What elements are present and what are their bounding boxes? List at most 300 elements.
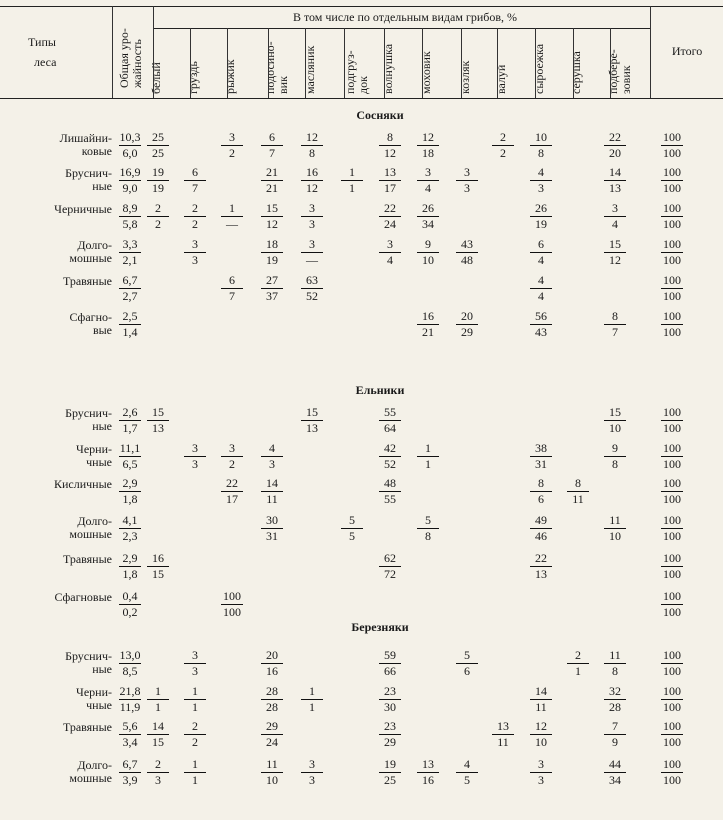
species-fraction [443,758,491,787]
header-column-divider [268,28,269,98]
fraction-numerator: 14 [152,719,164,733]
species-fraction [517,166,565,195]
fraction-numerator: 20 [266,648,278,662]
fraction-numerator: 28 [266,684,278,698]
fraction-numerator: 3 [309,237,315,251]
fraction-numerator: 6 [192,165,198,179]
fraction-numerator: 5 [464,648,470,662]
forest-type-label: Долго- мошные [69,758,112,785]
fraction-denominator: — [306,253,318,267]
species-header: сыроежка [532,43,546,94]
fraction-numerator: 11,1 [119,441,141,455]
fraction-denominator: 37 [266,289,278,303]
fraction-denominator: 5 [349,529,355,543]
fraction-numerator: 15 [609,405,621,419]
fraction-denominator: 7 [269,146,275,160]
species-fraction [443,238,491,267]
species-fraction [171,758,219,787]
fraction-numerator: 0,4 [122,589,138,603]
fraction-denominator: 8 [612,457,618,471]
fraction-denominator: 1 [349,181,355,195]
header-top-rule [0,6,723,7]
fraction-denominator: 100 [663,492,681,506]
yield-fraction [106,238,154,267]
species-fraction [288,685,336,714]
fraction-denominator: 8 [612,664,618,678]
types-header: Типы леса [28,35,57,69]
species-fraction [404,202,452,231]
header-column-divider [190,28,191,98]
fraction-denominator: 4 [538,289,544,303]
fraction-numerator: 43 [461,237,473,251]
fraction-numerator: 2,9 [122,551,138,565]
fraction-denominator: 31 [266,529,278,543]
fraction-denominator: 100 [663,735,681,749]
fraction-numerator: 59 [384,648,396,662]
fraction-denominator: 9 [612,735,618,749]
fraction-numerator: 100 [663,648,681,662]
total-fraction [648,685,696,714]
header-column-divider [112,6,113,98]
total-fraction [648,274,696,303]
yield-fraction [106,442,154,471]
fraction-numerator: 6 [269,130,275,144]
fraction-numerator: 100 [663,273,681,287]
fraction-numerator: 2 [500,130,506,144]
fraction-numerator: 3 [425,165,431,179]
fraction-denominator: 16 [266,664,278,678]
fraction-denominator: 100 [663,773,681,787]
fraction-numerator: 6 [229,273,235,287]
total-header: Итого [671,44,703,58]
species-fraction [591,685,639,714]
fraction-denominator: 1,8 [122,567,138,581]
fraction-numerator: 4,1 [122,513,138,527]
section-title: Сосняки [356,108,404,122]
fraction-denominator: 3,9 [122,773,138,787]
fraction-numerator: 6,7 [122,273,138,287]
fraction-numerator: 11 [266,757,278,771]
fraction-denominator: 8 [309,146,315,160]
species-fraction [591,406,639,435]
species-fraction [517,442,565,471]
fraction-numerator: 26 [535,201,547,215]
fraction-denominator: 2,7 [122,289,138,303]
fraction-numerator: 20 [461,309,473,323]
fraction-numerator: 1 [425,441,431,455]
fraction-denominator: 52 [384,457,396,471]
species-fraction [288,758,336,787]
fraction-numerator: 8 [387,130,393,144]
yield-fraction [106,590,154,619]
fraction-denominator: — [226,217,238,231]
species-fraction [591,720,639,749]
species-fraction [517,758,565,787]
fraction-numerator: 6,7 [122,757,138,771]
fraction-denominator: 6 [464,664,470,678]
fraction-denominator: 100 [663,567,681,581]
fraction-denominator: 10 [422,253,434,267]
total-fraction [648,514,696,543]
species-fraction [171,685,219,714]
species-fraction [366,649,414,678]
species-fraction [404,442,452,471]
forest-type-label: Кисличные [53,477,112,491]
total-fraction [648,720,696,749]
species-fraction [517,202,565,231]
total-fraction [648,649,696,678]
fraction-numerator: 55 [384,405,396,419]
fraction-numerator: 15 [609,237,621,251]
fraction-numerator: 21,8 [119,684,141,698]
fraction-denominator: 2 [192,735,198,749]
fraction-numerator: 23 [384,719,396,733]
total-fraction [648,406,696,435]
forest-type-label: Сфагновые [54,590,112,604]
fraction-numerator: 3,3 [122,237,138,251]
fraction-denominator: 1 [192,700,198,714]
fraction-numerator: 100 [663,309,681,323]
species-fraction [591,238,639,267]
fraction-denominator: 9,0 [122,181,138,195]
yield-fraction [106,310,154,339]
fraction-denominator: 31 [535,457,547,471]
fraction-numerator: 3 [612,201,618,215]
fraction-numerator: 3 [309,757,315,771]
header-column-divider [344,28,345,98]
fraction-numerator: 1 [155,684,161,698]
fraction-denominator: 43 [535,325,547,339]
fraction-numerator: 12 [535,719,547,733]
fraction-denominator: 100 [663,181,681,195]
species-fraction [517,274,565,303]
species-fraction [591,166,639,195]
header-column-divider [535,28,536,98]
fraction-denominator: 64 [384,421,396,435]
fraction-numerator: 100 [663,405,681,419]
species-fraction [171,166,219,195]
fraction-denominator: 3 [464,181,470,195]
fraction-denominator: 3 [192,664,198,678]
fraction-denominator: 1,7 [122,421,138,435]
fraction-numerator: 1 [192,684,198,698]
fraction-numerator: 26 [422,201,434,215]
fraction-numerator: 14 [535,684,547,698]
fraction-denominator: 2,1 [122,253,138,267]
fraction-denominator: 100 [663,217,681,231]
fraction-denominator: 5,8 [122,217,138,231]
fraction-numerator: 19 [384,757,396,771]
fraction-denominator: 1 [425,457,431,471]
species-fraction [208,590,256,619]
fraction-denominator: 100 [223,605,241,619]
species-fraction [443,310,491,339]
species-fraction [288,202,336,231]
fraction-numerator: 100 [663,589,681,603]
fraction-denominator: 100 [663,700,681,714]
fraction-numerator: 10,3 [119,130,141,144]
fraction-denominator: 11 [497,735,509,749]
fraction-denominator: 52 [306,289,318,303]
fraction-numerator: 4 [538,273,544,287]
fraction-denominator: 2,3 [122,529,138,543]
fraction-denominator: 6 [538,492,544,506]
fraction-numerator: 3 [192,237,198,251]
header-column-divider [497,28,498,98]
fraction-denominator: 3 [192,457,198,471]
fraction-denominator: 21 [266,181,278,195]
species-fraction [554,477,602,506]
fraction-numerator: 15 [266,201,278,215]
species-fraction [517,514,565,543]
fraction-denominator: 2 [229,457,235,471]
fraction-denominator: 7 [192,181,198,195]
fraction-denominator: 100 [663,325,681,339]
forest-type-label: Долго- мошные [69,238,112,265]
fraction-denominator: 1 [309,700,315,714]
fraction-denominator: 100 [663,289,681,303]
header-column-divider [650,6,651,98]
fraction-denominator: 8,5 [122,664,138,678]
species-fraction [288,131,336,160]
forest-type-label: Черничные [54,202,112,216]
forest-type-label: Травяные [62,274,112,288]
fraction-denominator: 11 [266,492,278,506]
fraction-numerator: 3 [464,165,470,179]
fraction-numerator: 100 [663,513,681,527]
fraction-numerator: 12 [306,130,318,144]
fraction-numerator: 2 [155,201,161,215]
fraction-denominator: 2 [500,146,506,160]
total-fraction [648,590,696,619]
species-header: подгруз- док [343,50,370,94]
fraction-numerator: 2 [192,201,198,215]
fraction-denominator: 100 [663,421,681,435]
species-fraction [134,406,182,435]
fraction-numerator: 100 [223,589,241,603]
fraction-numerator: 15 [306,405,318,419]
species-fraction [517,720,565,749]
fraction-numerator: 16 [152,551,164,565]
fraction-denominator: 0,2 [122,605,138,619]
fraction-denominator: 2 [229,146,235,160]
fraction-denominator: 2 [155,217,161,231]
fraction-numerator: 1 [229,201,235,215]
fraction-numerator: 1 [192,757,198,771]
fraction-denominator: 3 [538,773,544,787]
species-fraction [248,442,296,471]
fraction-denominator: 8 [425,529,431,543]
fraction-numerator: 9 [425,237,431,251]
species-fraction [517,552,565,581]
fraction-denominator: 12 [384,146,396,160]
total-fraction [648,131,696,160]
fraction-denominator: 25 [152,146,164,160]
fraction-numerator: 30 [266,513,278,527]
forest-type-label: Черни- чные [76,685,112,712]
fraction-numerator: 12 [422,130,434,144]
fraction-numerator: 8,9 [122,201,138,215]
species-fraction [171,649,219,678]
yield-fraction [106,274,154,303]
fraction-numerator: 13 [497,719,509,733]
species-fraction [517,131,565,160]
fraction-numerator: 16 [422,309,434,323]
fraction-denominator: 1 [575,664,581,678]
header-column-divider [384,28,385,98]
species-header: валуй [494,64,508,94]
fraction-numerator: 9 [612,441,618,455]
fraction-denominator: 5 [464,773,470,787]
fraction-denominator: 15 [152,567,164,581]
species-fraction [248,649,296,678]
fraction-numerator: 100 [663,684,681,698]
fraction-numerator: 11 [609,648,621,662]
fraction-denominator: 3,4 [122,735,138,749]
fraction-numerator: 3 [229,130,235,144]
fraction-denominator: 19 [535,217,547,231]
fraction-denominator: 4 [612,217,618,231]
fraction-numerator: 13 [422,757,434,771]
fraction-denominator: 13 [609,181,621,195]
fraction-numerator: 5 [349,513,355,527]
yield-header: Общая уро- жайность [117,28,144,88]
fraction-denominator: 55 [384,492,396,506]
fraction-denominator: 20 [609,146,621,160]
fraction-numerator: 56 [535,309,547,323]
header-bottom-rule [0,98,723,99]
fraction-numerator: 2 [155,757,161,771]
fraction-numerator: 10 [535,130,547,144]
fraction-denominator: 24 [384,217,396,231]
fraction-numerator: 4 [538,165,544,179]
fraction-denominator: 24 [266,735,278,749]
fraction-numerator: 100 [663,757,681,771]
species-fraction [134,131,182,160]
species-fraction [404,514,452,543]
fraction-numerator: 100 [663,719,681,733]
fraction-denominator: 13 [535,567,547,581]
fraction-denominator: 21 [422,325,434,339]
fraction-numerator: 13 [384,165,396,179]
fraction-numerator: 29 [266,719,278,733]
species-header: подосино- вик [263,41,290,94]
fraction-denominator: 17 [384,181,396,195]
fraction-denominator: 13 [152,421,164,435]
fraction-denominator: 13 [306,421,318,435]
species-fraction [591,442,639,471]
fraction-numerator: 100 [663,130,681,144]
fraction-denominator: 11 [572,492,584,506]
fraction-numerator: 14 [609,165,621,179]
fraction-denominator: 100 [663,457,681,471]
total-fraction [648,310,696,339]
fraction-numerator: 3 [192,441,198,455]
fraction-numerator: 27 [266,273,278,287]
species-fraction [366,477,414,506]
fraction-denominator: 100 [663,664,681,678]
species-header: подбере- зовик [606,49,633,94]
fraction-denominator: 100 [663,253,681,267]
fraction-numerator: 16 [306,165,318,179]
fraction-numerator: 19 [152,165,164,179]
species-fraction [366,406,414,435]
fraction-denominator: 10 [609,529,621,543]
species-fraction [248,477,296,506]
fraction-denominator: 1 [155,700,161,714]
fraction-numerator: 3 [538,757,544,771]
species-fraction [591,131,639,160]
total-fraction [648,477,696,506]
fraction-denominator: 15 [152,735,164,749]
species-fraction [443,649,491,678]
forest-type-label: Бруснич- ные [65,649,112,676]
fraction-denominator: 19 [152,181,164,195]
fraction-numerator: 13,0 [119,648,141,662]
fraction-denominator: 11 [535,700,547,714]
fraction-denominator: 4 [538,253,544,267]
fraction-denominator: 19 [266,253,278,267]
fraction-denominator: 3 [155,773,161,787]
fraction-denominator: 8 [538,146,544,160]
fraction-numerator: 42 [384,441,396,455]
forest-type-label: Лишайни- ковые [59,131,112,158]
total-fraction [648,552,696,581]
header-column-divider [305,28,306,98]
fraction-numerator: 8 [575,476,581,490]
header-column-divider [610,28,611,98]
fraction-numerator: 5 [425,513,431,527]
fraction-denominator: 3 [309,773,315,787]
fraction-denominator: 4 [387,253,393,267]
total-fraction [648,758,696,787]
fraction-denominator: 29 [384,735,396,749]
species-header: масляник [303,45,317,94]
fraction-numerator: 6 [538,237,544,251]
fraction-numerator: 18 [266,237,278,251]
fraction-numerator: 3 [229,441,235,455]
species-fraction [517,238,565,267]
forest-type-label: Травяные [62,552,112,566]
fraction-numerator: 7 [612,719,618,733]
fraction-numerator: 4 [269,441,275,455]
fraction-denominator: 1 [192,773,198,787]
fraction-denominator: 46 [535,529,547,543]
fraction-denominator: 12 [609,253,621,267]
fraction-denominator: 3 [192,253,198,267]
species-fraction [591,758,639,787]
fraction-denominator: 30 [384,700,396,714]
fraction-denominator: 7 [229,289,235,303]
section-title: Ельники [355,383,405,397]
species-fraction [517,310,565,339]
fraction-denominator: 17 [226,492,238,506]
forest-type-label: Бруснич- ные [65,406,112,433]
fraction-numerator: 23 [384,684,396,698]
species-fraction [591,514,639,543]
fraction-numerator: 22 [226,476,238,490]
species-fraction [288,238,336,267]
section-title: Березняки [351,620,409,634]
fraction-numerator: 100 [663,201,681,215]
fraction-denominator: 10 [535,735,547,749]
fraction-denominator: 11,9 [119,700,141,714]
fraction-numerator: 22 [609,130,621,144]
header-column-divider [153,6,154,98]
fraction-numerator: 22 [384,201,396,215]
yield-fraction [106,477,154,506]
fraction-numerator: 63 [306,273,318,287]
